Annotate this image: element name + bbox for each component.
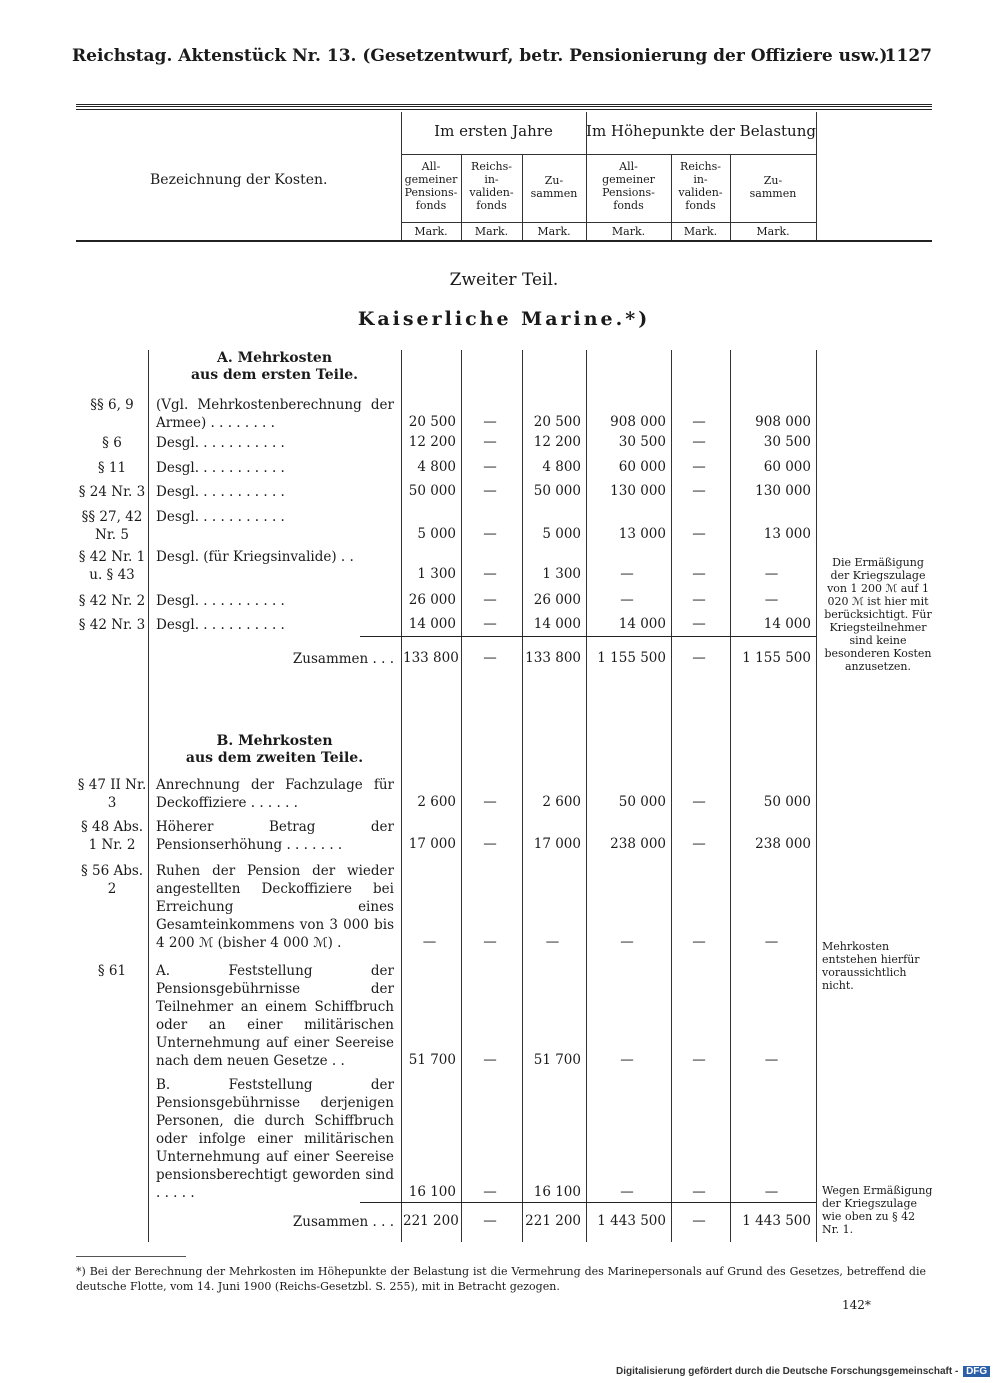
empty-value-dash: — [692, 836, 706, 852]
empty-value-dash: — [620, 1184, 634, 1200]
amount-cell: 50 000 [533, 483, 581, 499]
empty-value-dash: — [764, 566, 779, 582]
empty-value-dash: — [422, 934, 437, 950]
total-amount: 1 155 500 [742, 650, 811, 666]
empty-value-dash: — [692, 650, 706, 666]
amount-cell: 13 000 [763, 526, 811, 542]
paragraph-ref: §§ 27, 42 Nr. 5 [81, 509, 143, 543]
amount-cell: 60 000 [618, 459, 666, 475]
unit-mark: Mark. [611, 225, 646, 238]
footnote: *) Bei der Berechnung der Mehrkosten im Höhepunkte der Belastung ist die Vermehrung des Marinepersonals auf Grund des Gesetzes, betreffend die deutsche Flotte, vom 14. Juni 1900 (Reichs-Gesetzbl. S. 255), mit in Betracht gezogen. [76, 1265, 926, 1293]
unit-mark: Mark. [537, 225, 571, 238]
header-bottom-rule [76, 240, 932, 242]
body-col-divider [148, 350, 149, 1242]
empty-value-dash: — [483, 434, 497, 450]
empty-value-dash: — [692, 1052, 706, 1068]
empty-value-dash: — [483, 794, 497, 810]
empty-value-dash: — [545, 934, 560, 950]
empty-value-dash: — [764, 592, 779, 608]
empty-value-dash: — [692, 592, 706, 608]
amount-cell: 50 000 [408, 483, 456, 499]
digitization-credit [616, 1366, 990, 1377]
amount-cell: 908 000 [610, 414, 666, 430]
empty-value-dash: — [692, 434, 706, 450]
amount-cell: 50 000 [618, 794, 666, 810]
empty-value-dash: — [692, 459, 706, 475]
body-col-divider [401, 350, 402, 1242]
cost-label: (Vgl. Mehrkostenberechnung der Armee) . . . . . . . . [156, 397, 394, 431]
amount-cell: 2 600 [417, 794, 456, 810]
paragraph-ref: § 24 Nr. 3 [78, 484, 146, 500]
section-a-heading [148, 350, 401, 384]
amount-cell: 1 300 [417, 566, 456, 582]
section-b-remark-1: Mehrkosten entstehen hierfür voraussichtlich nicht. [822, 940, 920, 992]
amount-cell: 51 700 [533, 1052, 581, 1068]
body-col-divider [461, 350, 462, 1242]
amount-cell: 238 000 [755, 836, 811, 852]
amount-cell: 16 100 [533, 1184, 581, 1200]
header-rule-thin [76, 109, 932, 110]
section-a-title: A. Mehrkosten [216, 350, 333, 366]
section-b-remark-2: Wegen Ermäßigung der Kriegszulage wie oben zu § 42 Nr. 1. [822, 1184, 933, 1236]
empty-value-dash: — [483, 459, 497, 475]
amount-cell: 908 000 [755, 414, 811, 430]
amount-cell: 30 500 [763, 434, 811, 450]
col-divider [816, 112, 817, 240]
paragraph-ref: § 11 [97, 460, 127, 476]
amount-cell: 130 000 [610, 483, 666, 499]
body-col-divider [816, 350, 817, 1242]
empty-value-dash: — [620, 1052, 634, 1068]
amount-cell: 130 000 [755, 483, 811, 499]
empty-value-dash: — [483, 616, 497, 632]
unit-mark: Mark. [474, 225, 509, 238]
col-zus-1: Zu- sammen [530, 174, 578, 200]
amount-cell: 14 000 [618, 616, 666, 632]
amount-cell: 20 500 [408, 414, 456, 430]
group-heading-first-year: Im ersten Jahre [434, 122, 553, 140]
empty-value-dash: — [692, 414, 706, 430]
empty-value-dash: — [692, 934, 706, 950]
header-subrule [401, 154, 816, 155]
section-b-heading [148, 733, 401, 767]
cost-label: Anrechnung der Fachzulage für Deckoffiziere . . . . . . [156, 777, 394, 811]
amount-cell: 4 800 [417, 459, 456, 475]
empty-value-dash: — [692, 794, 706, 810]
part-title: Zweiter Teil. [449, 270, 559, 290]
group-heading-peak: Im Höhepunkte der Belastung [586, 122, 816, 140]
amount-cell: 60 000 [763, 459, 811, 475]
paragraph-ref: § 6 [102, 435, 122, 451]
paragraph-ref: §§ 6, 9 [90, 397, 134, 413]
section-b-title: B. Mehrkosten [216, 733, 333, 749]
footnote-rule [76, 1256, 186, 1257]
section-a-subtitle: aus dem ersten Teile. [190, 367, 359, 383]
amount-cell: 2 600 [542, 794, 581, 810]
empty-value-dash: — [692, 1213, 706, 1229]
body-col-divider [730, 350, 731, 1242]
header-title: Reichstag. Aktenstück Nr. 13. (Gesetzentwurf, betr. Pensionierung der Offiziere usw.) [72, 46, 888, 66]
dfg-logo: DFG [963, 1366, 990, 1377]
amount-cell: 16 100 [408, 1184, 456, 1200]
column-heading-bezeichnung: Bezeichnung der Kosten. [150, 172, 328, 188]
empty-value-dash: — [483, 1213, 497, 1229]
empty-value-dash: — [692, 616, 706, 632]
unit-mark: Mark. [756, 225, 790, 238]
empty-value-dash: — [483, 483, 497, 499]
col-reichs-1: Reichs- in- validen- fonds [469, 160, 514, 212]
empty-value-dash: — [483, 566, 497, 582]
cost-label: Desgl. . . . . . . . . . . [156, 617, 285, 633]
amount-cell: 13 000 [618, 526, 666, 542]
amount-cell: 1 300 [542, 566, 581, 582]
empty-value-dash: — [483, 650, 497, 666]
empty-value-dash: — [620, 566, 634, 582]
empty-value-dash: — [483, 836, 497, 852]
empty-value-dash: — [620, 934, 634, 950]
cost-label: Höherer Betrag der Pensionserhöhung . . . . . . . [156, 819, 394, 853]
unit-mark: Mark. [414, 225, 448, 238]
amount-cell: 20 500 [533, 414, 581, 430]
cost-label: Ruhen der Pension der wieder angestellten Deckoffiziere bei Erreichung eines Gesamteinkommens von 3 000 bis 4 200 ℳ (bisher 4 000 ℳ) . [156, 863, 394, 951]
total-amount: 1 155 500 [597, 650, 666, 666]
body-col-divider [671, 350, 672, 1242]
cost-label: Desgl. . . . . . . . . . . [156, 593, 285, 609]
paragraph-ref: § 47 II Nr. 3 [77, 777, 147, 811]
amount-cell: 14 000 [763, 616, 811, 632]
page-number: 1127 [884, 46, 932, 66]
total-amount: 1 443 500 [742, 1213, 811, 1229]
paragraph-ref: § 42 Nr. 3 [78, 617, 146, 633]
total-amount: 221 200 [525, 1213, 581, 1229]
amount-cell: 26 000 [408, 592, 456, 608]
col-allg-2: All- gemeiner Pensions- fonds [602, 160, 655, 212]
empty-value-dash: — [483, 526, 497, 542]
empty-value-dash: — [483, 934, 497, 950]
cost-label: Desgl. . . . . . . . . . . [156, 484, 285, 500]
total-label: Zusammen . . . [292, 651, 394, 667]
body-col-divider [522, 350, 523, 1242]
amount-cell: 14 000 [533, 616, 581, 632]
empty-value-dash: — [764, 934, 779, 950]
unit-mark: Mark. [683, 225, 718, 238]
total-amount: 1 443 500 [597, 1213, 666, 1229]
amount-cell: 5 000 [542, 526, 581, 542]
empty-value-dash: — [692, 1184, 706, 1200]
amount-cell: 50 000 [763, 794, 811, 810]
paragraph-ref: § 61 [97, 963, 127, 979]
amount-cell: 12 200 [533, 434, 581, 450]
amount-cell: 30 500 [618, 434, 666, 450]
amount-cell: 17 000 [408, 836, 456, 852]
amount-cell: 17 000 [533, 836, 581, 852]
cost-label: Desgl. . . . . . . . . . . [156, 509, 285, 525]
empty-value-dash: — [620, 592, 634, 608]
amount-cell: 12 200 [408, 434, 456, 450]
empty-value-dash: — [483, 592, 497, 608]
running-header [72, 46, 932, 66]
amount-cell: 26 000 [533, 592, 581, 608]
empty-value-dash: — [483, 1184, 497, 1200]
amount-cell: 51 700 [408, 1052, 456, 1068]
paragraph-ref: § 42 Nr. 2 [78, 593, 146, 609]
body-col-divider [586, 350, 587, 1242]
empty-value-dash: — [483, 414, 497, 430]
sum-rule-b [360, 1202, 816, 1203]
paragraph-ref: § 42 Nr. 1 u. § 43 [78, 549, 146, 583]
total-amount: 221 200 [403, 1213, 459, 1229]
total-amount: 133 800 [403, 650, 459, 666]
cost-label: Desgl. . . . . . . . . . . [156, 460, 285, 476]
empty-value-dash: — [692, 526, 706, 542]
empty-value-dash: — [764, 1184, 779, 1200]
amount-cell: 4 800 [542, 459, 581, 475]
empty-value-dash: — [692, 566, 706, 582]
empty-value-dash: — [764, 1052, 779, 1068]
empty-value-dash: — [483, 1052, 497, 1068]
header-rule [76, 104, 932, 107]
section-title: Kaiserliche Marine.*) [357, 308, 651, 330]
header-unit-rule [401, 222, 816, 223]
cost-label: B. Feststellung der Pensionsgebührnisse derjenigen Personen, die durch Schiffbruch oder infolge einer militärischen Unternehmung auf einer Seereise pensionsberechtigt geworden sind . . . . . [156, 1077, 394, 1201]
empty-value-dash: — [692, 483, 706, 499]
signature-mark: 142* [842, 1298, 871, 1312]
total-label: Zusammen . . . [292, 1214, 394, 1230]
paragraph-ref: § 48 Abs. 1 Nr. 2 [80, 819, 144, 853]
col-reichs-2: Reichs- in- validen- fonds [678, 160, 723, 212]
cost-label: A. Feststellung der Pensionsgebührnisse der Teilnehmer an einem Schiffbruch oder an einer militärischen Unternehmung auf einer Seereise nach dem neuen Gesetze . . [156, 963, 394, 1069]
amount-cell: 5 000 [417, 526, 456, 542]
cost-label: Desgl. . . . . . . . . . . [156, 435, 285, 451]
cost-label: Desgl. (für Kriegsinvalide) . . [156, 549, 354, 565]
section-a-remark: Die Ermäßigung der Kriegszulage von 1 200 ℳ auf 1 020 ℳ ist hier mit berücksichtigt. Für Kriegsteilnehmer sind keine besonderen Kosten anzusetzen. [824, 556, 932, 673]
total-amount: 133 800 [525, 650, 581, 666]
col-zus-2: Zu- sammen [749, 174, 797, 200]
amount-cell: 14 000 [408, 616, 456, 632]
paragraph-ref: § 56 Abs. 2 [80, 863, 144, 897]
section-b-subtitle: aus dem zweiten Teile. [185, 750, 364, 766]
col-allg-1: All- gemeiner Pensions- fonds [404, 160, 458, 212]
credit-text: Digitalisierung gefördert durch die Deutsche Forschungsgemeinschaft - [616, 1366, 959, 1377]
sum-rule-a [360, 636, 816, 637]
amount-cell: 238 000 [610, 836, 666, 852]
